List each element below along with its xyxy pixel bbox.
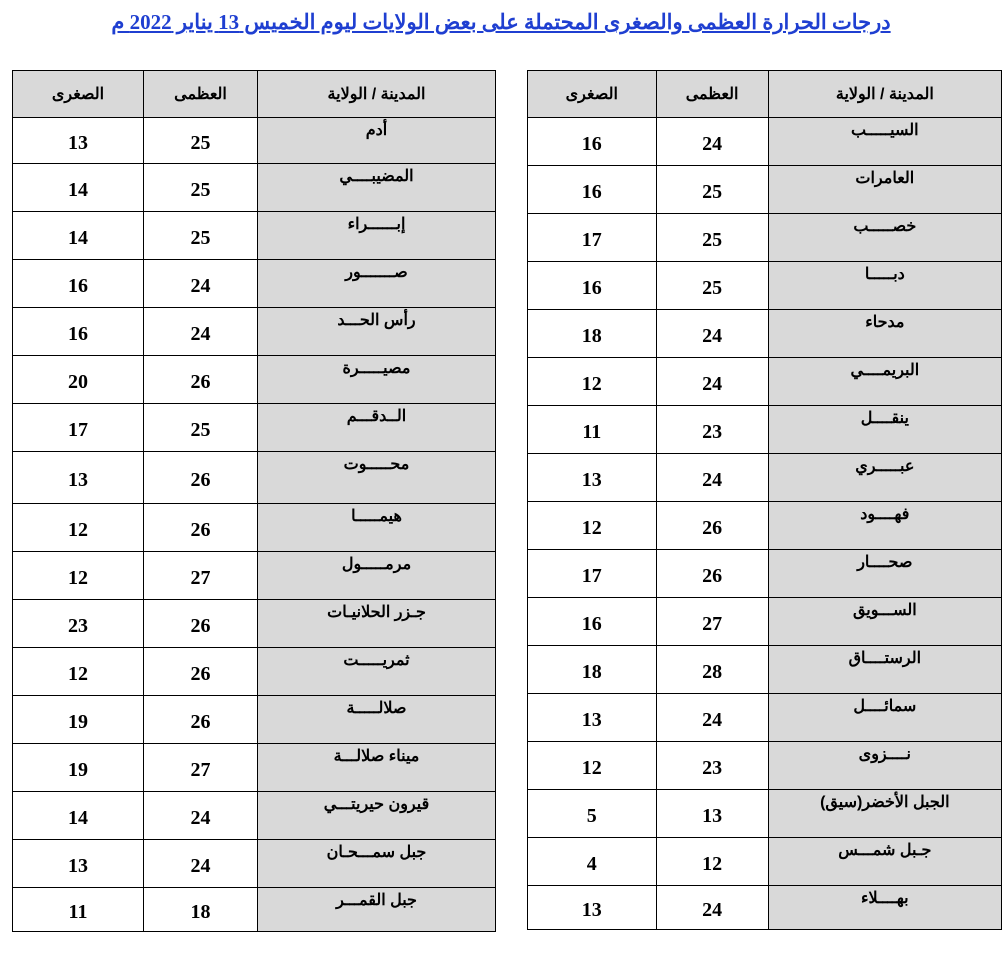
table-row: [528, 262, 1002, 310]
max-temp-cell: 25: [144, 118, 258, 164]
min-temp-cell: 12: [528, 742, 657, 790]
table-row: [528, 502, 1002, 550]
min-temp-cell: 18: [528, 646, 657, 694]
header-row: [13, 71, 496, 118]
table-row: [13, 600, 496, 648]
min-temp-cell: 12: [13, 648, 144, 696]
min-temp-cell: 12: [13, 504, 144, 552]
table-row: [528, 310, 1002, 358]
max-temp-cell: 24: [656, 358, 768, 406]
max-temp-cell: 24: [656, 694, 768, 742]
max-temp-cell: 24: [656, 310, 768, 358]
min-temp-cell: 19: [13, 696, 144, 744]
city-cell: ثمريـــــت: [258, 648, 496, 696]
min-header: الصغرى: [528, 71, 657, 118]
city-cell: عبـــــري: [768, 454, 1001, 502]
city-cell: محـــــوت: [258, 452, 496, 504]
max-temp-cell: 24: [656, 118, 768, 166]
max-temp-cell: 24: [144, 308, 258, 356]
city-cell: المضيبــــي: [258, 164, 496, 212]
table-row: [528, 406, 1002, 454]
min-temp-cell: 16: [528, 598, 657, 646]
city-cell: صلالـــــة: [258, 696, 496, 744]
min-temp-cell: 4: [528, 838, 657, 886]
city-cell: فهــــود: [768, 502, 1001, 550]
city-cell: الجبل الأخضر(سيق): [768, 790, 1001, 838]
city-cell: إبــــــراء: [258, 212, 496, 260]
min-temp-cell: 13: [13, 118, 144, 164]
max-temp-cell: 26: [144, 356, 258, 404]
table-row: [528, 742, 1002, 790]
table-row: [528, 886, 1002, 930]
max-temp-cell: 24: [144, 260, 258, 308]
city-cell: أدم: [258, 118, 496, 164]
table-row: [13, 452, 496, 504]
table-row: [528, 838, 1002, 886]
city-cell: جـزر الحلانيـات: [258, 600, 496, 648]
max-temp-cell: 25: [144, 404, 258, 452]
temperature-table-left: [12, 70, 496, 932]
table-row: [528, 454, 1002, 502]
city-cell: جبل سمـــحـان: [258, 840, 496, 888]
min-temp-cell: 12: [13, 552, 144, 600]
min-temp-cell: 13: [13, 452, 144, 504]
max-temp-cell: 24: [144, 840, 258, 888]
table-row: [528, 166, 1002, 214]
table-row: [528, 598, 1002, 646]
city-cell: سمائــــل: [768, 694, 1001, 742]
min-header: الصغرى: [13, 71, 144, 118]
max-temp-cell: 25: [144, 164, 258, 212]
table-row: [13, 888, 496, 932]
min-temp-cell: 13: [13, 840, 144, 888]
city-cell: رأس الحـــد: [258, 308, 496, 356]
min-temp-cell: 12: [528, 502, 657, 550]
table-row: [13, 696, 496, 744]
city-cell: ينقــــل: [768, 406, 1001, 454]
table-row: [528, 214, 1002, 262]
max-temp-cell: 25: [144, 212, 258, 260]
table-row: [13, 118, 496, 164]
table-row: [528, 358, 1002, 406]
max-temp-cell: 24: [144, 792, 258, 840]
city-cell: الــدقـــم: [258, 404, 496, 452]
temperature-table-right: [527, 70, 1002, 930]
max-temp-cell: 23: [656, 742, 768, 790]
min-temp-cell: 11: [13, 888, 144, 932]
city-cell: قيرون حيريتـــي: [258, 792, 496, 840]
max-temp-cell: 26: [144, 504, 258, 552]
max-header: العظمى: [144, 71, 258, 118]
min-temp-cell: 23: [13, 600, 144, 648]
city-cell: مصيـــــرة: [258, 356, 496, 404]
city-cell: خصـــــب: [768, 214, 1001, 262]
min-temp-cell: 13: [528, 886, 657, 930]
max-temp-cell: 18: [144, 888, 258, 932]
min-temp-cell: 17: [528, 550, 657, 598]
min-temp-cell: 20: [13, 356, 144, 404]
min-temp-cell: 16: [13, 308, 144, 356]
min-temp-cell: 14: [13, 792, 144, 840]
table-row: [13, 648, 496, 696]
table-row: [528, 694, 1002, 742]
page-title: درجات الحرارة العظمى والصغرى المحتملة على بعض الولايات ليوم الخميس 13 يناير 2022 م: [111, 10, 891, 34]
max-temp-cell: 25: [656, 166, 768, 214]
city-cell: جبل القمـــر: [258, 888, 496, 932]
city-cell: دبـــــا: [768, 262, 1001, 310]
max-temp-cell: 27: [144, 552, 258, 600]
city-cell: جـبل شمـــس: [768, 838, 1001, 886]
min-temp-cell: 16: [528, 166, 657, 214]
max-temp-cell: 26: [144, 452, 258, 504]
city-cell: هيمـــــا: [258, 504, 496, 552]
city-cell: صحــــار: [768, 550, 1001, 598]
header-row: [528, 71, 1002, 118]
max-temp-cell: 13: [656, 790, 768, 838]
city-header: المدينة / الولاية: [258, 71, 496, 118]
table-row: [13, 260, 496, 308]
min-temp-cell: 13: [528, 454, 657, 502]
max-temp-cell: 25: [656, 214, 768, 262]
max-temp-cell: 26: [144, 696, 258, 744]
city-cell: صـــــــور: [258, 260, 496, 308]
max-temp-cell: 27: [656, 598, 768, 646]
city-cell: ميناء صلالـــة: [258, 744, 496, 792]
table-row: [13, 212, 496, 260]
min-temp-cell: 16: [528, 262, 657, 310]
table-row: [528, 118, 1002, 166]
max-temp-cell: 24: [656, 886, 768, 930]
city-cell: بهــــلاء: [768, 886, 1001, 930]
max-temp-cell: 24: [656, 454, 768, 502]
city-cell: الســـويق: [768, 598, 1001, 646]
min-temp-cell: 13: [528, 694, 657, 742]
max-temp-cell: 26: [144, 600, 258, 648]
city-cell: مرمـــــول: [258, 552, 496, 600]
max-temp-cell: 23: [656, 406, 768, 454]
table-row: [528, 550, 1002, 598]
max-temp-cell: 26: [656, 550, 768, 598]
min-temp-cell: 18: [528, 310, 657, 358]
max-header: العظمى: [656, 71, 768, 118]
min-temp-cell: 14: [13, 164, 144, 212]
min-temp-cell: 11: [528, 406, 657, 454]
table-row: [13, 792, 496, 840]
city-cell: السيـــــب: [768, 118, 1001, 166]
city-cell: مدحاء: [768, 310, 1001, 358]
table-row: [13, 308, 496, 356]
max-temp-cell: 27: [144, 744, 258, 792]
max-temp-cell: 26: [656, 502, 768, 550]
table-row: [528, 790, 1002, 838]
max-temp-cell: 12: [656, 838, 768, 886]
table-row: [13, 552, 496, 600]
city-cell: نــــزوى: [768, 742, 1001, 790]
min-temp-cell: 17: [528, 214, 657, 262]
min-temp-cell: 14: [13, 212, 144, 260]
min-temp-cell: 16: [13, 260, 144, 308]
max-temp-cell: 25: [656, 262, 768, 310]
city-cell: البريمــــي: [768, 358, 1001, 406]
min-temp-cell: 16: [528, 118, 657, 166]
table-row: [13, 504, 496, 552]
max-temp-cell: 28: [656, 646, 768, 694]
min-temp-cell: 5: [528, 790, 657, 838]
table-row: [13, 164, 496, 212]
min-temp-cell: 17: [13, 404, 144, 452]
min-temp-cell: 19: [13, 744, 144, 792]
city-cell: الرستــــاق: [768, 646, 1001, 694]
table-row: [528, 646, 1002, 694]
table-row: [13, 744, 496, 792]
table-row: [13, 840, 496, 888]
city-header: المدينة / الولاية: [768, 71, 1001, 118]
city-cell: العامرات: [768, 166, 1001, 214]
max-temp-cell: 26: [144, 648, 258, 696]
table-row: [13, 356, 496, 404]
table-row: [13, 404, 496, 452]
min-temp-cell: 12: [528, 358, 657, 406]
